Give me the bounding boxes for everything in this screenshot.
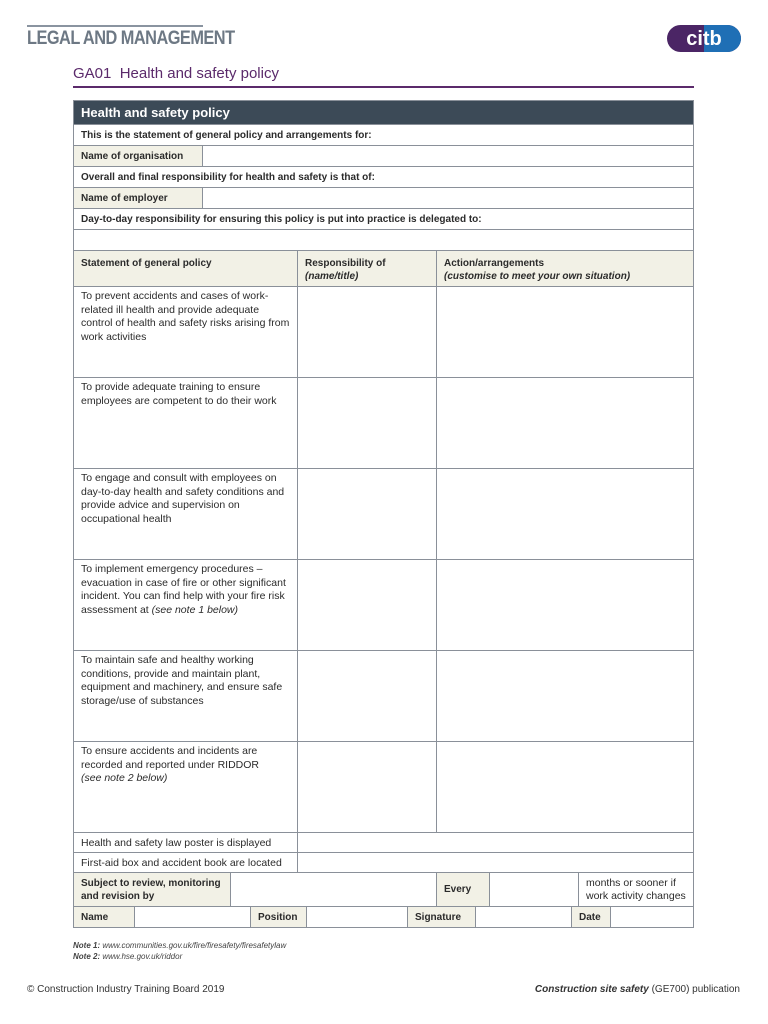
col-action-title: Action/arrangements [444, 258, 545, 269]
col-action-sub: (customise to meet your own situation) [444, 271, 631, 282]
note-2: Note 2: www.hse.gov.uk/riddor [73, 952, 183, 961]
notes [73, 940, 286, 962]
publication-credit: Construction site safety (GE700) publication [534, 984, 740, 995]
header-rule [27, 25, 203, 27]
policy-form [73, 100, 694, 928]
logo-text: citb [686, 28, 722, 50]
policy-responsibility-field[interactable] [297, 742, 436, 832]
policy-row [74, 741, 693, 832]
policy-responsibility-field[interactable] [297, 378, 436, 468]
employer-field[interactable] [202, 188, 693, 208]
col-responsibility-header [297, 251, 436, 286]
policy-row [74, 559, 693, 650]
policy-statement: To implement emergency procedures – evacuation in case of fire or other significant incident. You can find help with your fire risk assessment at (see note 1 below) [81, 563, 286, 616]
note-1-link[interactable]: www.communities.gov.uk/fire/firesafety/firesafetylaw [102, 941, 287, 950]
delegation-field[interactable] [74, 230, 693, 250]
policy-responsibility-field[interactable] [297, 287, 436, 377]
policy-statement: To maintain safe and healthy working conditions, provide and maintain plant, equipment and machinery, and ensure safe storage/use of substances [81, 654, 283, 707]
months-label: months or sooner if work activity changes [578, 873, 693, 906]
every-label: Every [436, 873, 489, 906]
policy-row [74, 468, 693, 559]
policy-row [74, 377, 693, 468]
firstaid-label: First-aid box and accident book are located [81, 856, 282, 869]
policy-statement: To ensure accidents and incidents are recorded and reported under RIDDOR (see note 2 below) [81, 745, 260, 784]
org-field[interactable] [202, 146, 693, 166]
statement-intro: This is the statement of general policy and arrangements for: [81, 129, 372, 141]
col-responsibility-sub: (name/title) [305, 271, 359, 282]
name-field[interactable] [134, 907, 250, 927]
col-responsibility-title: Responsibility of [305, 258, 386, 269]
note-1: Note 1: www.communities.gov.uk/fire/firesafety/firesafetylaw [73, 941, 287, 950]
policy-statement: To provide adequate training to ensure employees are competent to do their work [81, 381, 277, 407]
firstaid-field[interactable] [297, 853, 693, 872]
col-statement-header: Statement of general policy [81, 258, 212, 269]
copyright: © Construction Industry Training Board 2019 [27, 984, 225, 995]
policy-responsibility-field[interactable] [297, 651, 436, 741]
note-2-link[interactable]: www.hse.gov.uk/riddor [102, 952, 183, 961]
policy-responsibility-field[interactable] [297, 469, 436, 559]
doc-code: GA01 [73, 65, 112, 82]
policy-row [74, 286, 693, 377]
title-rule [73, 86, 694, 88]
doc-title-text: Health and safety policy [119, 65, 279, 82]
policy-responsibility-field[interactable] [297, 560, 436, 650]
page-title [73, 65, 279, 82]
poster-label: Health and safety law poster is displayed [81, 836, 272, 849]
policy-row [74, 650, 693, 741]
date-label: Date [571, 907, 610, 927]
signature-field[interactable] [475, 907, 571, 927]
employer-label: Name of employer [81, 192, 168, 204]
policy-action-field[interactable] [436, 651, 693, 741]
delegation-intro: Day-to-day responsibility for ensuring this policy is put into practice is delegated to: [81, 213, 482, 225]
review-field[interactable] [230, 873, 436, 906]
org-label: Name of organisation [81, 150, 184, 162]
policy-action-field[interactable] [436, 287, 693, 377]
responsibility-intro: Overall and final responsibility for health and safety is that of: [81, 171, 375, 183]
policy-action-field[interactable] [436, 742, 693, 832]
position-field[interactable] [306, 907, 407, 927]
name-label: Name [74, 907, 134, 927]
section-label: LEGAL AND MANAGEMENT [27, 28, 235, 49]
signature-label: Signature [407, 907, 475, 927]
policy-statement: To prevent accidents and cases of work-related ill health and provide adequate control of health and safety risks arising from work activities [81, 290, 290, 343]
col-action-header [436, 251, 693, 286]
position-label: Position [250, 907, 306, 927]
citb-logo [667, 25, 741, 52]
poster-field[interactable] [297, 833, 693, 852]
policy-action-field[interactable] [436, 469, 693, 559]
date-field[interactable] [610, 907, 693, 927]
policy-action-field[interactable] [436, 560, 693, 650]
review-label: Subject to review, monitoring and revision by [74, 873, 230, 906]
months-field[interactable] [489, 873, 578, 906]
policy-action-field[interactable] [436, 378, 693, 468]
form-heading: Health and safety policy [74, 101, 693, 124]
policy-statement: To engage and consult with employees on day-to-day health and safety conditions and provide advice and supervision on occupational health [81, 472, 285, 525]
